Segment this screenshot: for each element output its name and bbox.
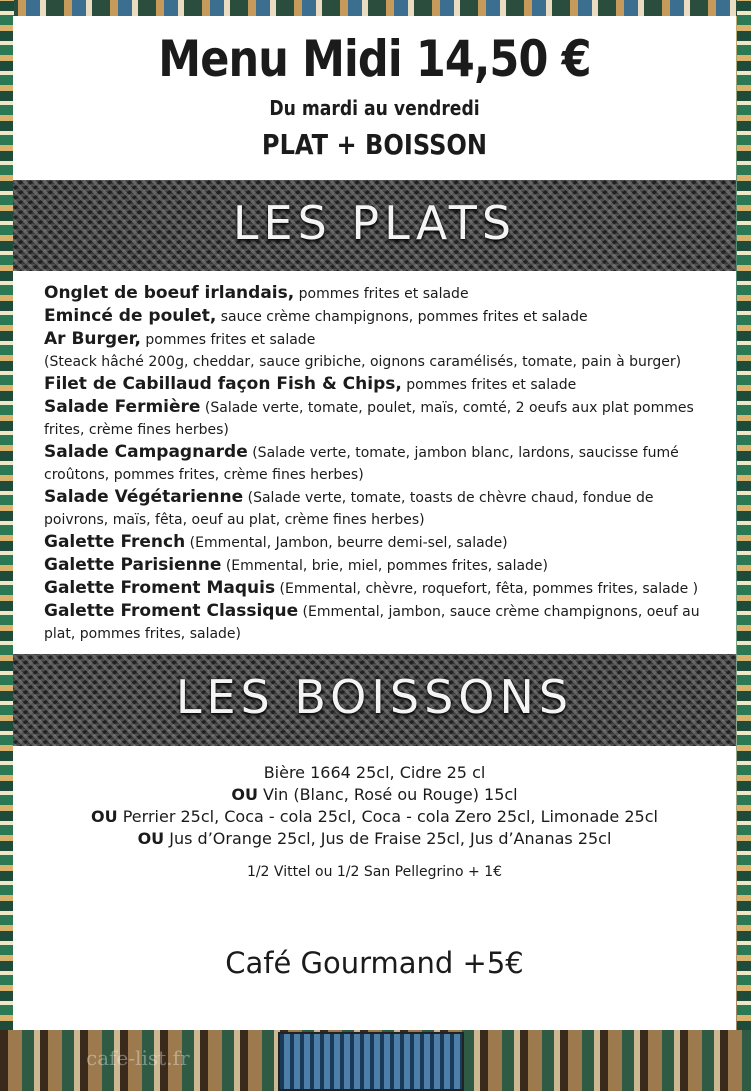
dish-description: (Emmental, jambon, sauce crème champignons, oeuf au plat, pommes frites, salade): [44, 604, 700, 642]
background-left-photo: [0, 0, 14, 1091]
drink-line: [13, 806, 736, 828]
dish-name: Filet de Cabillaud façon Fish & Chips,: [44, 374, 402, 394]
watermark: cafe-list.fr: [86, 1046, 190, 1070]
drink-line: Bière 1664 25cl, Cidre 25 cl: [263, 763, 486, 782]
list-item: [44, 282, 714, 305]
or-label: OU: [231, 785, 258, 804]
drink-text: Perrier 25cl, Coca - cola 25cl, Coca - cola Zero 25cl, Limonade 25cl: [117, 807, 658, 826]
or-label: OU: [91, 807, 118, 826]
dish-name: Onglet de boeuf irlandais,: [44, 283, 295, 303]
dish-name: Galette Froment Classique: [44, 601, 299, 621]
dish-description: (Salade verte, tomate, toasts de chèvre chaud, fondue de poivrons, maïs, fêta, oeuf au plat, crème fines herbes): [44, 490, 654, 528]
list-item: [44, 486, 714, 531]
menu-formula: PLAT + BOISSON: [261, 128, 488, 161]
dish-name: Salade Campagnarde: [44, 442, 248, 462]
dish-description: pommes frites et salade: [401, 377, 577, 393]
background-door-image: [278, 1032, 464, 1091]
list-item: [44, 554, 714, 577]
dish-name: Galette Froment Maquis: [44, 578, 276, 598]
plats-section-banner: [13, 180, 736, 271]
dish-description: (Emmental, brie, miel, pommes frites, salade): [221, 558, 549, 574]
list-item: [44, 396, 714, 441]
list-item: [44, 600, 714, 645]
dish-description: pommes frites et salade: [294, 286, 469, 302]
menu-title: Menu Midi 14,50 €: [158, 30, 591, 88]
dish-note: (Steack hâché 200g, cheddar, sauce gribiche, oignons caramélisés, tomate, pain à burger): [44, 354, 682, 370]
list-item: [44, 577, 714, 600]
list-item: [44, 531, 714, 554]
dish-name: Salade Fermière: [44, 397, 201, 417]
dish-description: (Emmental, chèvre, roquefort, fêta, pommes frites, salade ): [275, 581, 699, 597]
background-top-photo: [0, 0, 751, 16]
list-item: [44, 441, 714, 486]
menu-days: Du mardi au vendredi: [269, 96, 480, 120]
drink-line: [13, 828, 736, 850]
boissons-section-banner: [13, 654, 736, 746]
dish-name: Ar Burger,: [44, 329, 141, 349]
list-item: [44, 373, 714, 396]
dish-description: (Salade verte, tomate, jambon blanc, lardons, saucisse fumé croûtons, pommes frites, crème fines herbes): [44, 445, 679, 483]
or-label: OU: [137, 829, 165, 848]
boissons-list: [13, 762, 736, 850]
dish-description: sauce crème champignons, pommes frites et salade: [216, 309, 588, 325]
boissons-section-title: LES BOISSONS: [175, 670, 574, 724]
dish-description: (Salade verte, tomate, poulet, maïs, comté, 2 oeufs aux plat pommes frites, crème fines herbes): [44, 400, 694, 438]
dish-description: (Emmental, Jambon, beurre demi-sel, salade): [185, 535, 508, 551]
dish-description: pommes frites et salade: [140, 332, 316, 348]
dish-name: Galette French: [44, 532, 186, 552]
water-supplement: 1/2 Vittel ou 1/2 San Pellegrino + 1€: [246, 864, 503, 880]
drink-text: Vin (Blanc, Rosé ou Rouge) 15cl: [257, 785, 518, 804]
dish-name: Galette Parisienne: [44, 555, 222, 575]
list-item: [44, 305, 714, 328]
list-item: [44, 328, 714, 373]
background-right-photo: [737, 0, 751, 1091]
drink-line: [13, 784, 736, 806]
menu-card: [13, 16, 736, 1030]
dish-name: Salade Végétarienne: [44, 487, 244, 507]
dish-name: Emincé de poulet,: [44, 306, 217, 326]
cafe-gourmand-offer: Café Gourmand +5€: [225, 946, 524, 980]
drink-text: Jus d’Orange 25cl, Jus de Fraise 25cl, Jus d’Ananas 25cl: [164, 829, 612, 848]
plats-list: [44, 282, 714, 645]
plats-section-title: LES PLATS: [232, 196, 517, 250]
